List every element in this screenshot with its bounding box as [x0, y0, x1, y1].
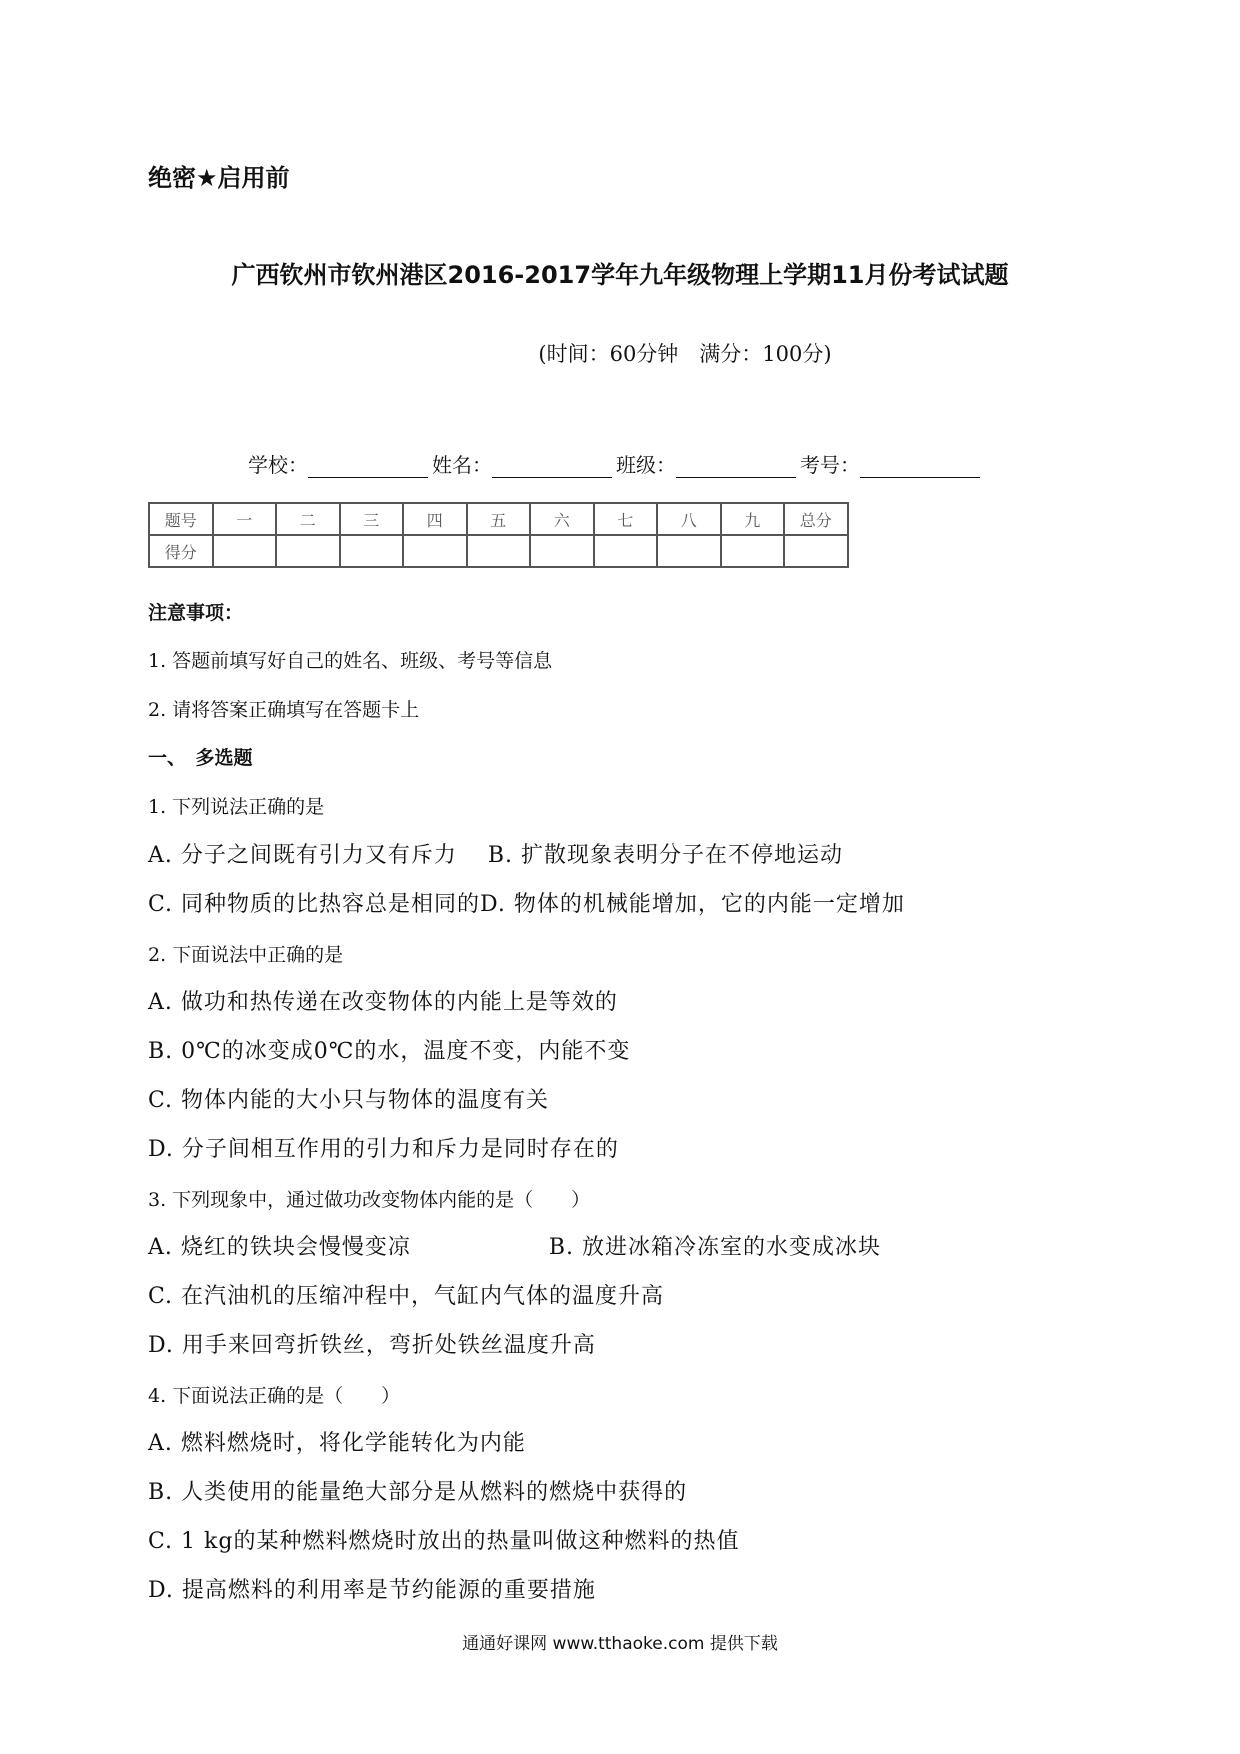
- school-field[interactable]: [308, 457, 428, 478]
- question-option: A. 做功和热传递在改变物体的内能上是等效的: [148, 990, 618, 1015]
- question-stem: 2. 下面说法中正确的是: [148, 944, 344, 966]
- question-option: B. 人类使用的能量绝大部分是从燃料的燃烧中获得的: [148, 1480, 688, 1505]
- question-option: D. 用手来回弯折铁丝，弯折处铁丝温度升高: [148, 1333, 596, 1358]
- column-header: 二: [276, 503, 340, 535]
- column-header: 八: [657, 503, 721, 535]
- score-cell[interactable]: [403, 535, 467, 567]
- score-cell[interactable]: [594, 535, 658, 567]
- question-option: D. 提高燃料的利用率是节约能源的重要措施: [148, 1578, 596, 1603]
- secret-label: 绝密★启用前: [148, 164, 290, 192]
- footer-download-note: 通通好课网 www.tthaoke.com 提供下载: [462, 1634, 778, 1654]
- score-table-score-row: [149, 535, 848, 567]
- question-stem: 1. 下列说法正确的是: [148, 796, 325, 818]
- column-header: 五: [467, 503, 531, 535]
- score-table: [148, 502, 849, 568]
- column-header: 七: [594, 503, 658, 535]
- question-option: C. 在汽油机的压缩冲程中，气缸内气体的温度升高: [148, 1284, 665, 1309]
- column-header: 三: [340, 503, 404, 535]
- score-cell[interactable]: [467, 535, 531, 567]
- total-score-cell[interactable]: [784, 535, 848, 567]
- exam-title: 广西钦州市钦州港区2016-2017学年九年级物理上学期11月份考试试题: [231, 261, 1009, 289]
- exam-no-label: 考号：: [800, 453, 860, 477]
- score-cell[interactable]: [276, 535, 340, 567]
- score-cell[interactable]: [721, 535, 785, 567]
- question-number-label: 题号: [149, 503, 213, 535]
- notice-item: 2. 请将答案正确填写在答题卡上: [148, 699, 420, 721]
- name-label: 姓名：: [432, 453, 492, 477]
- total-column-header: 总分: [784, 503, 848, 535]
- score-cell[interactable]: [657, 535, 721, 567]
- column-header: 六: [530, 503, 594, 535]
- time-info: (时间：60分钟 满分：100分): [538, 342, 832, 366]
- column-header: 九: [721, 503, 785, 535]
- question-stem: 4. 下面说法正确的是（ ）: [148, 1385, 401, 1407]
- question-option: A. 燃料燃烧时，将化学能转化为内能: [148, 1431, 526, 1456]
- question-option: C. 1 kg的某种燃料燃烧时放出的热量叫做这种燃料的热值: [148, 1529, 740, 1554]
- name-field[interactable]: [492, 457, 612, 478]
- score-cell[interactable]: [213, 535, 277, 567]
- question-option: C. 物体内能的大小只与物体的温度有关: [148, 1088, 550, 1113]
- score-label: 得分: [149, 535, 213, 567]
- question-option: D. 分子间相互作用的引力和斥力是同时存在的: [148, 1137, 619, 1162]
- question-option: A. 分子之间既有引力又有斥力 B. 扩散现象表明分子在不停地运动: [148, 843, 844, 868]
- score-cell[interactable]: [530, 535, 594, 567]
- class-label: 班级：: [616, 453, 676, 477]
- question-option: B. 0℃的冰变成0℃的水，温度不变，内能不变: [148, 1039, 631, 1064]
- question-option: C. 同种物质的比热容总是相同的D. 物体的机械能增加，它的内能一定增加: [148, 892, 905, 917]
- score-cell[interactable]: [340, 535, 404, 567]
- section-heading: 一、 多选题: [148, 747, 253, 769]
- question-option: A. 烧红的铁块会慢慢变凉 B. 放进冰箱冷冻室的水变成冰块: [148, 1235, 882, 1260]
- column-header: 一: [213, 503, 277, 535]
- notice-item: 1. 答题前填写好自己的姓名、班级、考号等信息: [148, 650, 553, 672]
- question-stem: 3. 下列现象中，通过做功改变物体内能的是（ ）: [148, 1189, 591, 1211]
- school-label: 学校：: [248, 453, 308, 477]
- exam-no-field[interactable]: [860, 457, 980, 478]
- student-info-row: [248, 449, 984, 478]
- score-table-header-row: [149, 503, 848, 535]
- class-field[interactable]: [676, 457, 796, 478]
- notice-heading: 注意事项：: [148, 602, 244, 624]
- column-header: 四: [403, 503, 467, 535]
